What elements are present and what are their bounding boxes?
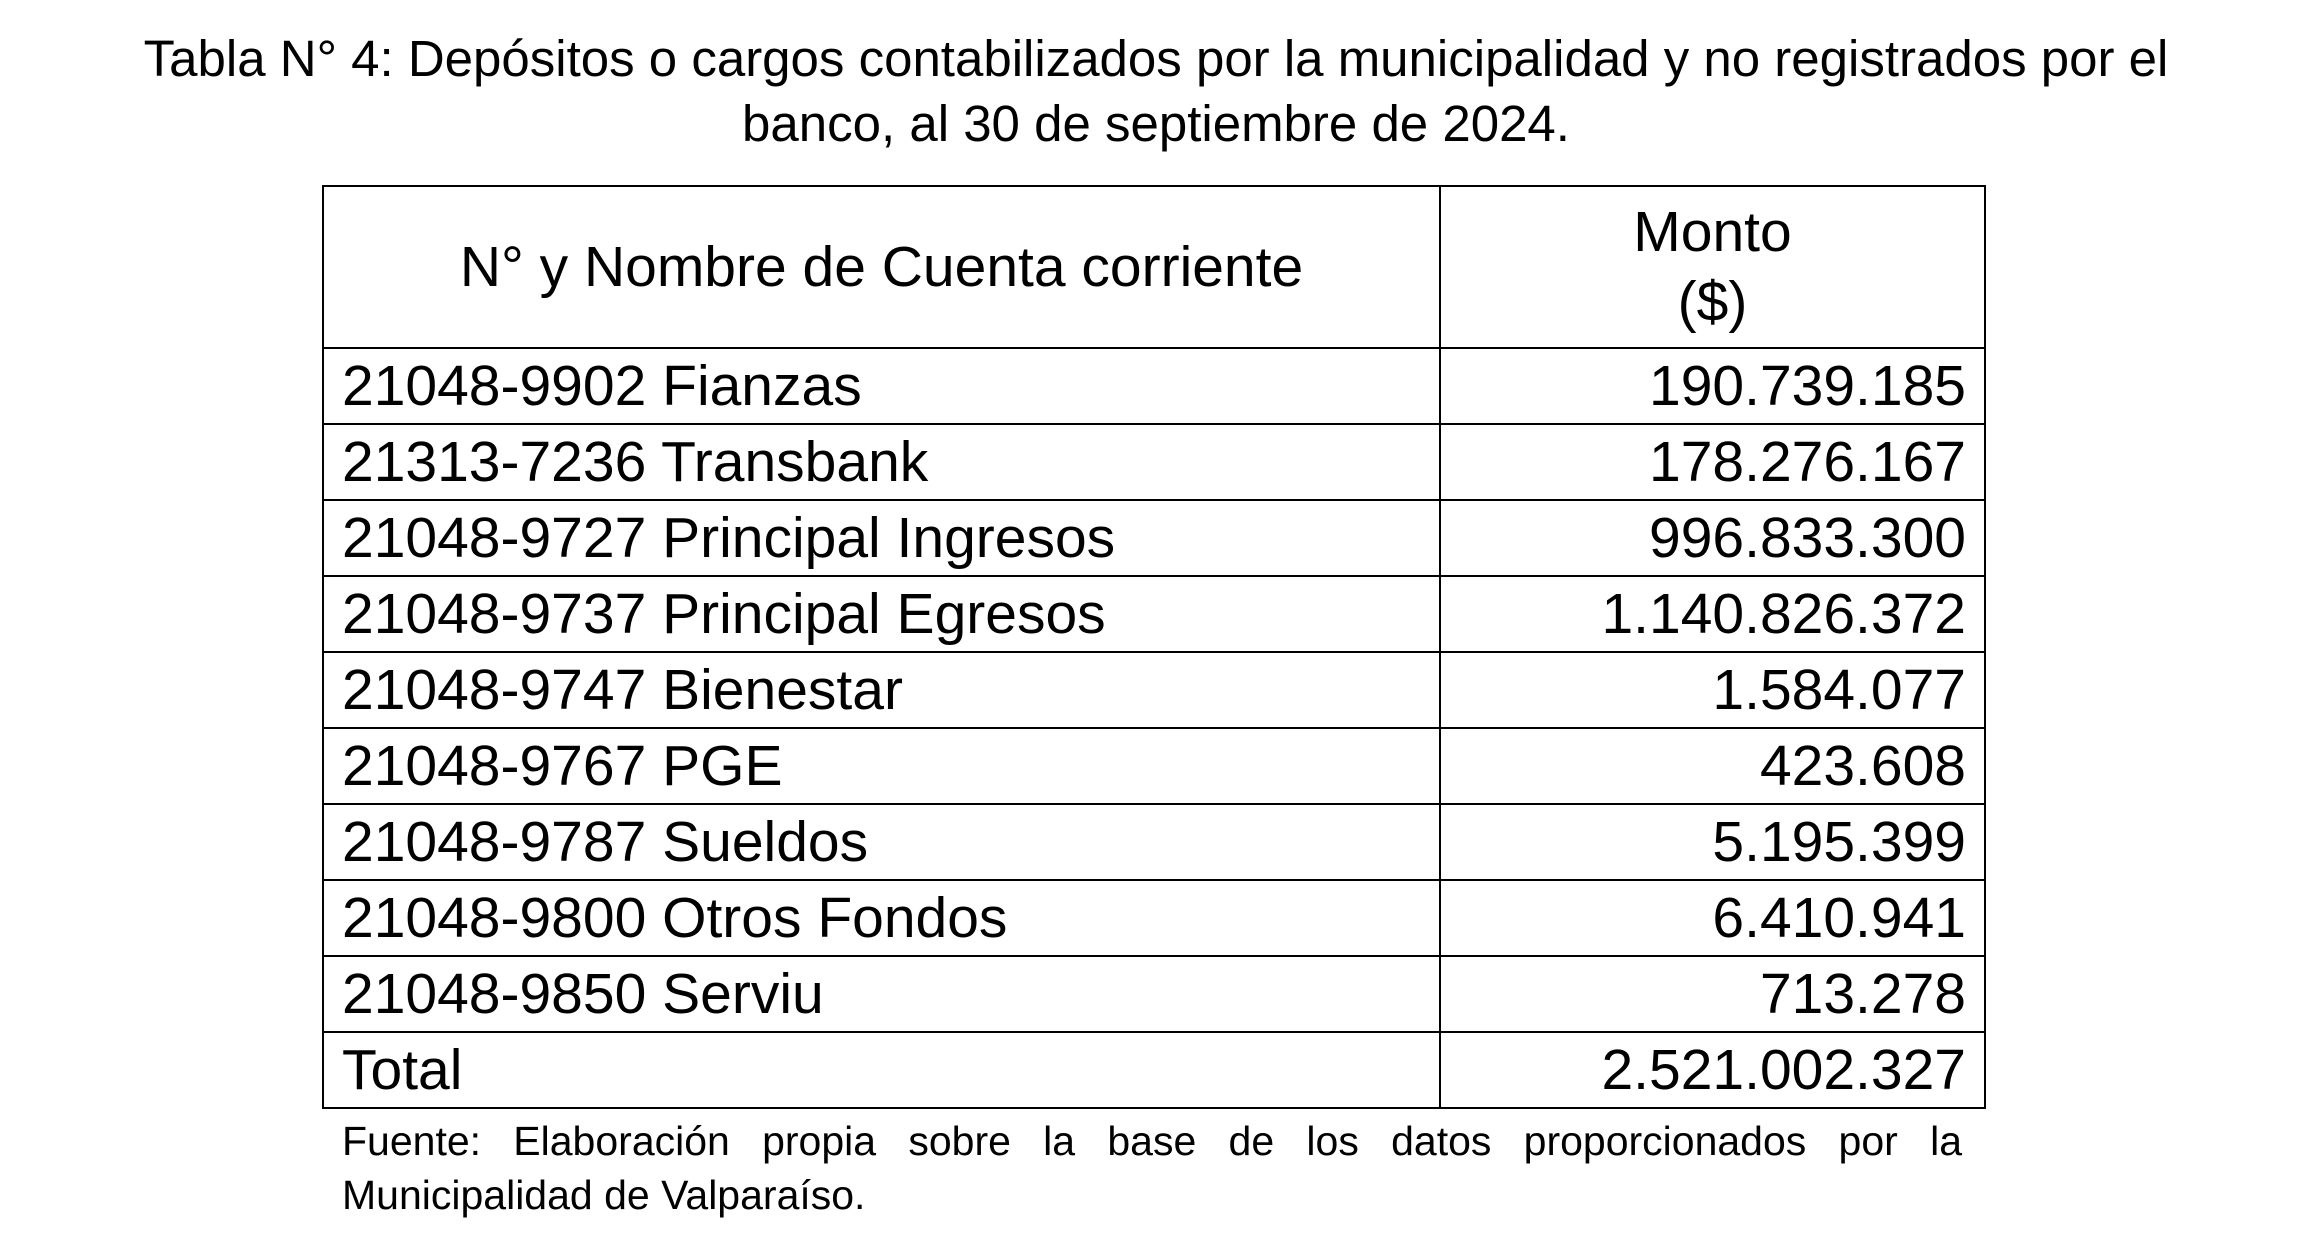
account-cell: 21048-9737 Principal Egresos: [323, 576, 1440, 652]
amount-cell: 190.739.185: [1440, 348, 1985, 424]
amount-cell: 6.410.941: [1440, 880, 1985, 956]
amount-cell: 423.608: [1440, 728, 1985, 804]
table-row: [323, 728, 1985, 804]
table-caption: [30, 26, 2282, 156]
total-amount: 2.521.002.327: [1440, 1032, 1985, 1108]
table-row: [323, 424, 1985, 500]
table-caption-line-1: Tabla N° 4: Depósitos o cargos contabilizados por la municipalidad y no registrados por el: [143, 30, 2169, 87]
amount-cell: 996.833.300: [1440, 500, 1985, 576]
header-account: N° y Nombre de Cuenta corriente: [323, 186, 1440, 348]
account-cell: 21048-9787 Sueldos: [323, 804, 1440, 880]
header-amount: [1440, 186, 1985, 348]
source-note-line-2: Municipalidad de Valparaíso.: [342, 1172, 866, 1218]
account-cell: 21048-9747 Bienestar: [323, 652, 1440, 728]
amount-cell: 178.276.167: [1440, 424, 1985, 500]
amount-cell: 1.584.077: [1440, 652, 1985, 728]
account-cell: 21048-9850 Serviu: [323, 956, 1440, 1032]
amount-cell: 1.140.826.372: [1440, 576, 1985, 652]
total-label: Total: [323, 1032, 1440, 1108]
header-amount-label: Monto: [1633, 200, 1792, 264]
table-row: [323, 880, 1985, 956]
deposits-table: [322, 185, 1986, 1109]
source-note: [342, 1114, 1962, 1222]
table-caption-line-2: banco, al 30 de septiembre de 2024.: [742, 95, 1570, 152]
table-header-row: [323, 186, 1985, 348]
table-row: [323, 348, 1985, 424]
amount-cell: 713.278: [1440, 956, 1985, 1032]
account-cell: 21313-7236 Transbank: [323, 424, 1440, 500]
table-total-row: [323, 1032, 1985, 1108]
source-note-line-1: Fuente: Elaboración propia sobre la base de los datos proporcionados por la: [342, 1118, 1962, 1164]
header-amount-unit: ($): [1677, 270, 1748, 334]
account-cell: 21048-9800 Otros Fondos: [323, 880, 1440, 956]
table-row: [323, 500, 1985, 576]
account-cell: 21048-9902 Fianzas: [323, 348, 1440, 424]
account-cell: 21048-9767 PGE: [323, 728, 1440, 804]
table-row: [323, 804, 1985, 880]
table-row: [323, 576, 1985, 652]
amount-cell: 5.195.399: [1440, 804, 1985, 880]
table-row: [323, 652, 1985, 728]
account-cell: 21048-9727 Principal Ingresos: [323, 500, 1440, 576]
table-row: [323, 956, 1985, 1032]
